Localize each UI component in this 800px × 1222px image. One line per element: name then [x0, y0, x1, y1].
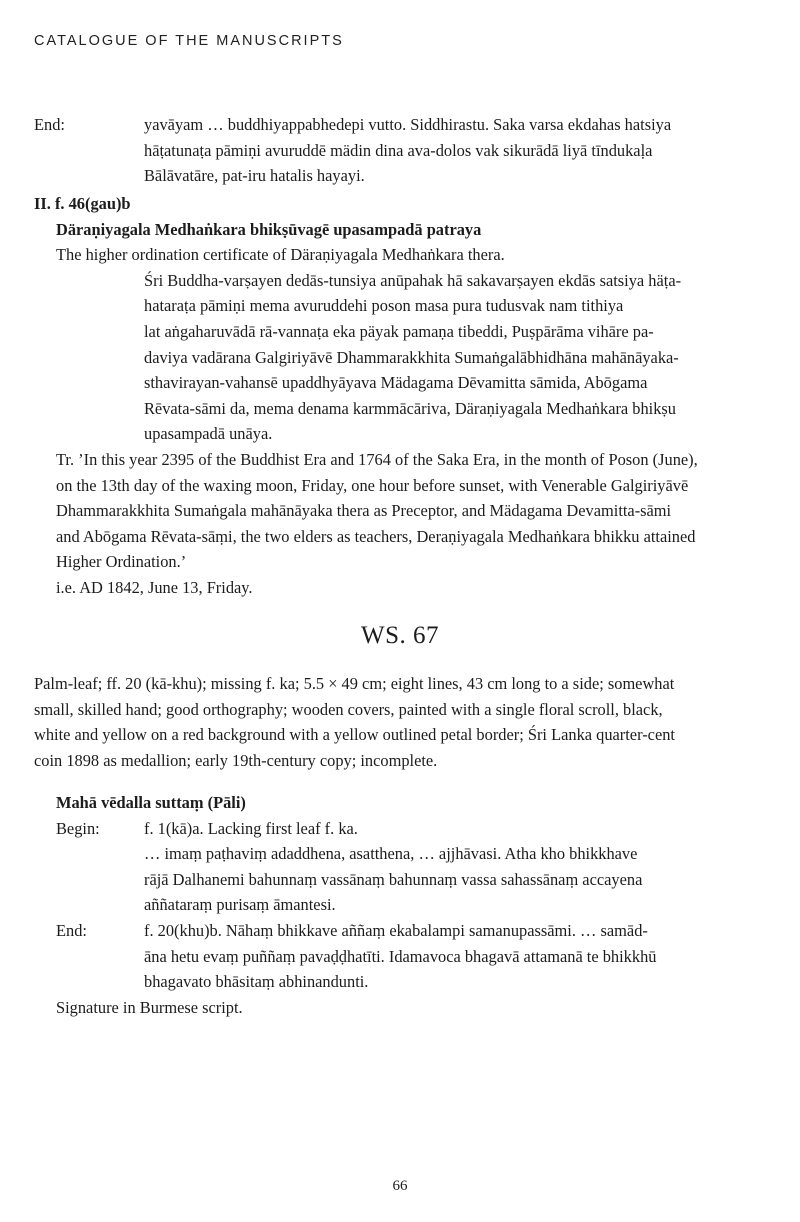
physical-description [34, 671, 764, 773]
end-line: hāṭatunaṭa pāmiṇi avuruddē mädin dina ava-dolos vak sikurādā liyā tīndukaḷa [144, 140, 653, 160]
section-ii [34, 191, 764, 601]
translation-line: Tr. ’In this year 2395 of the Buddhist Era and 1764 of the Saka Era, in the month of Poson (June), [56, 449, 698, 469]
page-number: 66 [392, 1178, 408, 1194]
translation-line: and Abōgama Rēvata-sāṃi, the two elders as teachers, Deraṇiyagala Medhaṅkara bhikku attained [56, 526, 696, 546]
translation-line: Dhammarakkhita Sumaṅgala mahānāyaka thera as Preceptor, and Mädagama Devamitta-sāmi [56, 501, 672, 521]
begin-line: … imaṃ paṭhaviṃ adaddhena, asatthena, … ajjhāvasi. Atha kho bhikkhave [144, 844, 638, 864]
certificate-subtitle: The higher ordination certificate of Däraṇiyagala Medhaṅkara thera. [56, 245, 505, 265]
end-label: End: [56, 920, 87, 940]
end-entry [34, 112, 764, 189]
begin-line: f. 1(kā)a. Lacking first leaf f. ka. [144, 818, 358, 838]
sinhala-line: lat aṅgaharuvādā rā-vannaṭa eka päyak pamaṇa tibeddi, Puṣpārāma vihāre pa- [144, 321, 654, 341]
description-line: coin 1898 as medallion; early 19th-century copy; incomplete. [34, 750, 438, 770]
description-line: Palm-leaf; ff. 20 (kā-khu); missing f. ka; 5.5 × 49 cm; eight lines, 43 cm long to a side; somewhat [34, 674, 675, 693]
signature-note: Signature in Burmese script. [56, 997, 243, 1017]
end-line: bhagavato bhāsitaṃ abhinandunti. [144, 972, 369, 992]
running-head: CATALOGUE OF THE MANUSCRIPTS [34, 33, 344, 49]
certificate-title: Däraṇiyagala Medhaṅkara bhikṣūvagē upasampadā patraya [56, 219, 482, 239]
description-line: white and yellow on a red background with a yellow outlined petal border; Śri Lanka quarter-cent [34, 725, 675, 745]
sinhala-line: Śri Buddha-varṣayen dedās-tunsiya anūpahak hā sakavarṣayen ekdās satsiya häṭa- [144, 270, 682, 290]
translation [34, 447, 764, 601]
end-line: āna hetu evaṃ puññaṃ pavaḍḍhatīti. Idamavoca bhagavā attamanā te bhikkhū [144, 946, 657, 966]
begin-label: Begin: [56, 818, 100, 838]
translation-line: Higher Ordination.’ [56, 552, 187, 572]
sinhala-line: sthavirayan-vahansē upaddhyāyava Mädagama Dēvamitta sāmida, Abōgama [144, 373, 648, 393]
text-title: Mahā vēdalla suttaṃ (Pāli) [56, 793, 246, 812]
sinhala-line: daviya vadārana Galgiriyāvē Dhammarakkhita Sumaṅgalābhidhāna mahānāyaka- [144, 347, 679, 367]
sinhala-text [34, 268, 764, 447]
sinhala-line: Rēvata-sāmi da, mema denama karmmācāriva, Däraṇiyagala Medhaṅkara bhikṣu [144, 398, 677, 418]
end-line: f. 20(khu)b. Nāhaṃ bhikkave aññaṃ ekabalampi samanupassāmi. … samād- [144, 920, 648, 940]
translation-line: on the 13th day of the waxing moon, Friday, one hour before sunset, with Venerable Galgiriyāvē [56, 475, 689, 495]
text-entry [34, 790, 764, 1020]
end-line: yavāyam … buddhiyappabhedepi vutto. Siddhirastu. Saka varsa ekdahas hatsiya [144, 115, 672, 134]
begin-line: aññataraṃ purisaṃ āmantesi. [144, 895, 336, 915]
sinhala-line: upasampadā unāya. [144, 424, 273, 444]
end-label: End: [34, 115, 65, 134]
begin-line: rājā Dalhanemi bahunnaṃ vassānaṃ bahunnaṃ vassa sahassānaṃ accayena [144, 869, 643, 889]
end-line: Bālāvatāre, pat-iru hatalis hayayi. [144, 166, 365, 186]
sinhala-line: hataraṭa pāmiṇi mema avuruddehi poson masa pura tudusvak nam tithiya [144, 296, 624, 316]
description-line: small, skilled hand; good orthography; wooden covers, painted with a single floral scroll, black, [34, 699, 663, 719]
ws-heading: WS. 67 [361, 622, 439, 649]
date-line: i.e. AD 1842, June 13, Friday. [56, 577, 253, 597]
folio-heading: II. f. 46(gau)b [34, 194, 131, 213]
